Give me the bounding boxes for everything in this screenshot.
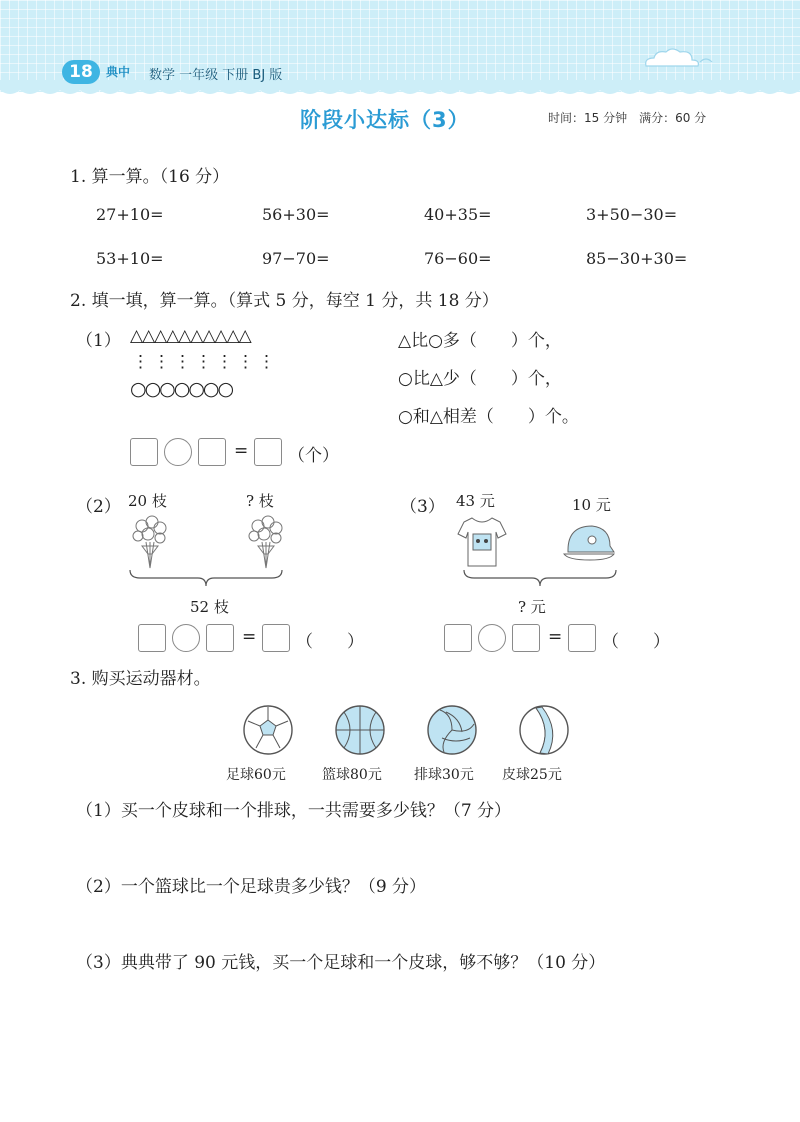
compare-line-3: ○和△相差（ ）个。 [398,407,579,427]
q1-heading: 1. 算一算。（16 分） [70,167,230,187]
flower-bouquet-icon [128,514,172,572]
triangle-row: △△△△△△△△△△ [130,326,251,346]
q3-sub1: （1）买一个皮球和一个排球，一共需要多少钱？（7 分） [76,801,512,821]
unit-label: （个） [288,446,339,466]
q2-heading: 2. 填一填，算一算。（算式 5 分，每空 1 分，共 18 分） [70,291,499,311]
cloud-icon [640,42,720,72]
cap-icon [560,520,616,564]
operator-circle[interactable] [172,624,200,652]
q1-expr: 76−60= [424,249,492,268]
page-number-badge: 18 [62,60,100,84]
clothes-total: ? 元 [518,598,546,616]
equals-sign: = [548,627,563,647]
tshirt-icon [456,514,508,570]
q3-heading: 3. 购买运动器材。 [70,669,211,689]
right-bouquet-value: ? 枝 [246,492,274,510]
q1-expr: 56+30= [262,205,330,224]
hat-price: 10 元 [572,496,611,514]
brand-logo: 典中 [106,65,131,79]
answer-box[interactable] [512,624,540,652]
dot-connector-row: ⋮⋮⋮⋮⋮⋮⋮ [132,352,279,372]
q1-expr: 97−70= [262,249,330,268]
answer-box[interactable] [568,624,596,652]
header-subject: 数学 一年级 下册 BJ 版 [149,68,283,83]
operator-circle[interactable] [478,624,506,652]
rubber-ball-icon [518,704,570,756]
q3-sub2: （2）一个篮球比一个足球贵多少钱？（9 分） [76,877,427,897]
ball-price-label: 排球30元 [414,767,474,783]
volleyball-icon [426,704,478,756]
q1-expr: 3+50−30= [586,205,678,224]
answer-box[interactable] [206,624,234,652]
compare-line-2: ○比△少（ ）个， [398,369,562,389]
left-bouquet-value: 20 枝 [128,492,167,510]
shirt-price: 43 元 [456,492,495,510]
unit-blank: （ ） [602,632,670,652]
q1-expr: 40+35= [424,205,492,224]
q1-expr: 27+10= [96,205,164,224]
header-wave-edge [0,80,800,102]
unit-blank: （ ） [296,632,364,652]
answer-box[interactable] [198,438,226,466]
answer-box[interactable] [130,438,158,466]
flower-bouquet-icon [244,514,288,572]
ball-price-label: 足球60元 [226,767,286,783]
bouquet-total: 52 枝 [190,598,229,616]
q2-part2-label: （2） [76,497,121,517]
ball-price-label: 皮球25元 [502,767,562,783]
answer-box[interactable] [138,624,166,652]
total-brace [128,568,284,590]
q1-expr: 85−30+30= [586,249,688,268]
answer-box[interactable] [262,624,290,652]
operator-circle[interactable] [164,438,192,466]
q1-expr: 53+10= [96,249,164,268]
compare-line-1: △比○多（ ）个， [398,331,562,351]
time-info: 时间：15 分钟 满分：60 分 [548,111,707,125]
q2-part3-label: （3） [400,497,445,517]
answer-box[interactable] [254,438,282,466]
circle-row: ○○○○○○○ [130,378,233,400]
answer-box[interactable] [444,624,472,652]
page-title: 阶段小达标（3） [300,108,470,132]
equals-sign: = [234,441,249,461]
total-brace [462,568,618,590]
equals-sign: = [242,627,257,647]
basketball-icon [334,704,386,756]
soccer-ball-icon [242,704,294,756]
q2-part1-label: （1） [76,331,121,351]
q3-sub3: （3）典典带了 90 元钱，买一个足球和一个皮球，够不够？（10 分） [76,953,606,973]
ball-price-label: 篮球80元 [322,767,382,783]
